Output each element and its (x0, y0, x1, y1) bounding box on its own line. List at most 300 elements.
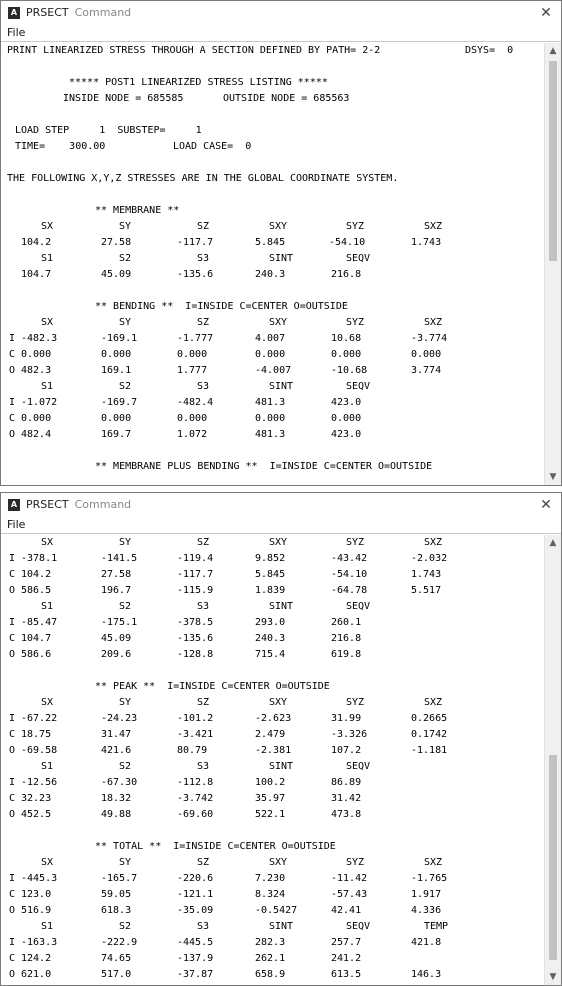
listing-cell: -163.3 (21, 937, 58, 948)
listing-cell: 1.839 (255, 585, 286, 596)
listing-line (1, 711, 544, 727)
listing-cell: I (9, 333, 16, 344)
listing-cell: 282.3 (255, 937, 286, 948)
listing-cell: SXY (269, 317, 288, 328)
listing-cell: -445.3 (21, 873, 58, 884)
listing-cell: -222.9 (101, 937, 138, 948)
listing-cell: SXZ (424, 697, 443, 708)
listing-cell: 8.324 (255, 889, 286, 900)
listing-cell: SYZ (346, 537, 365, 548)
listing-cell: 0.000 (21, 349, 52, 360)
listing-cell: 86.89 (331, 777, 362, 788)
listing-cell: 0.000 (101, 349, 132, 360)
listing-cell: LOAD STEP 1 SUBSTEP= 1 (15, 125, 202, 136)
listing-cell: -137.9 (177, 953, 214, 964)
listing-cell: 216.8 (331, 269, 362, 280)
listing-line (1, 615, 544, 631)
scrollbar-thumb[interactable] (549, 755, 557, 960)
listing-cell: 1.743 (411, 569, 442, 580)
listing-cell: 0.000 (177, 413, 208, 424)
listing-cell: -175.1 (101, 617, 138, 628)
listing-cell: 31.47 (101, 729, 132, 740)
listing-cell: 0.2665 (411, 713, 448, 724)
listing-line (1, 775, 544, 791)
listing-cell: 241.2 (331, 953, 362, 964)
listing-cell: C (9, 569, 16, 580)
app-icon: A (8, 499, 20, 511)
listing-line (1, 219, 544, 235)
listing-cell: 104.7 (21, 633, 52, 644)
listing-cell: 9.852 (255, 553, 286, 564)
scroll-down-arrow-icon[interactable]: ▼ (549, 472, 557, 482)
listing-cell: SINT (269, 253, 294, 264)
output-listing (1, 43, 544, 485)
listing-cell: S2 (119, 921, 132, 932)
listing-cell: 522.1 (255, 809, 286, 820)
window-title-name: PRSECT (26, 498, 69, 511)
listing-cell: SXY (269, 697, 288, 708)
listing-cell: -3.774 (411, 333, 448, 344)
listing-cell: 619.8 (331, 649, 362, 660)
listing-cell: PRINT LINEARIZED STRESS THROUGH A SECTION DEFINED BY PATH= 2-2 (7, 45, 381, 56)
listing-cell: -482.4 (177, 397, 214, 408)
listing-line (1, 59, 544, 75)
listing-cell: SEQV (346, 761, 371, 772)
listing-cell: 0.1742 (411, 729, 448, 740)
listing-cell: 0.000 (255, 349, 286, 360)
listing-cell: 0.000 (411, 349, 442, 360)
listing-cell: -10.68 (331, 365, 368, 376)
listing-cell: 586.6 (21, 649, 52, 660)
listing-cell: -35.09 (177, 905, 214, 916)
listing-cell: -1.181 (411, 745, 448, 756)
listing-cell: S1 (41, 761, 54, 772)
listing-cell: O (9, 809, 16, 820)
listing-cell: S1 (41, 253, 54, 264)
listing-cell: 423.0 (331, 429, 362, 440)
listing-cell: 0.000 (101, 413, 132, 424)
listing-cell: 618.3 (101, 905, 132, 916)
listing-cell: -482.3 (21, 333, 58, 344)
listing-line (1, 631, 544, 647)
listing-cell: O (9, 365, 16, 376)
listing-line (1, 759, 544, 775)
title-bar[interactable] (1, 1, 561, 25)
listing-cell: 5.845 (255, 569, 286, 580)
listing-cell: SYZ (346, 317, 365, 328)
listing-cell: ** PEAK ** I=INSIDE C=CENTER O=OUTSIDE (95, 681, 330, 692)
listing-cell: SY (119, 537, 132, 548)
listing-line (1, 427, 544, 443)
listing-cell: C (9, 953, 16, 964)
listing-cell: 1.917 (411, 889, 442, 900)
listing-cell: I (9, 553, 16, 564)
listing-cell: SINT (269, 921, 294, 932)
listing-line (1, 251, 544, 267)
listing-cell: 715.4 (255, 649, 286, 660)
listing-cell: -2.381 (255, 745, 292, 756)
vertical-scrollbar[interactable] (544, 535, 561, 985)
listing-cell: -135.6 (177, 269, 214, 280)
listing-line (1, 791, 544, 807)
listing-cell: 452.5 (21, 809, 52, 820)
listing-cell: I (9, 937, 16, 948)
listing-line (1, 43, 544, 59)
listing-cell: -11.42 (331, 873, 368, 884)
listing-cell: 209.6 (101, 649, 132, 660)
listing-cell: 423.0 (331, 397, 362, 408)
listing-line (1, 823, 544, 839)
listing-cell: 1.777 (177, 365, 208, 376)
scroll-up-arrow-icon[interactable]: ▲ (549, 538, 557, 548)
listing-cell: 123.0 (21, 889, 52, 900)
listing-cell: 0.000 (255, 413, 286, 424)
prsect-command-window-bottom (0, 492, 562, 986)
listing-cell: 481.3 (255, 429, 286, 440)
listing-cell: 1.743 (411, 237, 442, 248)
listing-cell: 107.2 (331, 745, 362, 756)
listing-cell: 5.845 (255, 237, 286, 248)
listing-cell: SZ (197, 317, 210, 328)
listing-cell: -54.10 (329, 237, 366, 248)
listing-cell: S3 (197, 761, 210, 772)
listing-line (1, 599, 544, 615)
listing-cell: 516.9 (21, 905, 52, 916)
listing-line (1, 283, 544, 299)
window-title (26, 1, 131, 25)
listing-cell: -64.78 (331, 585, 368, 596)
listing-cell: -4.007 (255, 365, 292, 376)
listing-cell: S3 (197, 253, 210, 264)
listing-cell: -169.7 (101, 397, 138, 408)
listing-cell: SY (119, 697, 132, 708)
listing-cell: 31.99 (331, 713, 362, 724)
listing-cell: 1.072 (177, 429, 208, 440)
listing-cell: SINT (269, 601, 294, 612)
listing-cell: -1.072 (21, 397, 58, 408)
listing-cell: -1.765 (411, 873, 448, 884)
listing-cell: 18.75 (21, 729, 52, 740)
listing-cell: -117.7 (177, 569, 214, 580)
listing-line (1, 951, 544, 967)
listing-cell: 35.97 (255, 793, 286, 804)
listing-cell: -135.6 (177, 633, 214, 644)
listing-cell: SINT (269, 381, 294, 392)
listing-cell: SXY (269, 537, 288, 548)
listing-cell: 621.0 (21, 969, 52, 980)
listing-line (1, 903, 544, 919)
listing-line (1, 871, 544, 887)
listing-cell: 5.517 (411, 585, 442, 596)
listing-cell: 482.3 (21, 365, 52, 376)
scrollbar-thumb[interactable] (549, 61, 557, 261)
listing-cell: 257.7 (331, 937, 362, 948)
listing-cell: -165.7 (101, 873, 138, 884)
listing-cell: 31.42 (331, 793, 362, 804)
listing-cell: ** MEMBRANE PLUS BENDING ** I=INSIDE C=CENTER O=OUTSIDE (95, 461, 433, 472)
listing-cell: O (9, 745, 16, 756)
listing-cell: 104.2 (21, 237, 52, 248)
listing-cell: -1.777 (177, 333, 214, 344)
listing-cell: 0.000 (21, 413, 52, 424)
listing-cell: I (9, 397, 16, 408)
listing-line (1, 459, 544, 475)
listing-cell: SYZ (346, 857, 365, 868)
listing-cell: -128.8 (177, 649, 214, 660)
listing-cell: SX (41, 537, 54, 548)
listing-cell: TIME= 300.00 (15, 141, 106, 152)
listing-cell: -3.742 (177, 793, 214, 804)
listing-cell: 74.65 (101, 953, 132, 964)
listing-cell: -69.60 (177, 809, 214, 820)
listing-cell: -445.5 (177, 937, 214, 948)
listing-line (1, 315, 544, 331)
listing-cell: -378.5 (177, 617, 214, 628)
listing-cell: -3.421 (177, 729, 214, 740)
listing-line (1, 171, 544, 187)
listing-cell: O (9, 585, 16, 596)
listing-cell: 3.774 (411, 365, 442, 376)
listing-cell: 0.000 (331, 413, 362, 424)
listing-line (1, 395, 544, 411)
listing-line (1, 155, 544, 171)
scroll-up-arrow-icon[interactable]: ▲ (549, 46, 557, 56)
listing-cell: S3 (197, 601, 210, 612)
listing-cell: SEQV (346, 381, 371, 392)
output-listing (1, 535, 544, 985)
listing-cell: -69.58 (21, 745, 58, 756)
listing-cell: -119.4 (177, 553, 214, 564)
listing-cell: 613.5 (331, 969, 362, 980)
listing-cell: -169.1 (101, 333, 138, 344)
listing-cell: 240.3 (255, 269, 286, 280)
listing-line (1, 727, 544, 743)
listing-cell: O (9, 969, 16, 980)
listing-cell: 4.336 (411, 905, 442, 916)
listing-cell: SZ (197, 221, 210, 232)
window-title (26, 493, 131, 517)
listing-cell: -101.2 (177, 713, 214, 724)
listing-cell: 42.41 (331, 905, 362, 916)
listing-line (1, 379, 544, 395)
menu-file[interactable]: File (7, 518, 26, 531)
listing-cell: SXY (269, 221, 288, 232)
window-title-subtitle: Command (74, 6, 132, 19)
listing-cell: S1 (41, 601, 54, 612)
listing-cell: I (9, 873, 16, 884)
listing-line (1, 935, 544, 951)
listing-line (1, 583, 544, 599)
listing-cell: DSYS= 0 (465, 45, 514, 56)
close-icon[interactable]: ✕ (540, 5, 552, 21)
listing-cell: 421.6 (101, 745, 132, 756)
listing-cell: ***** POST1 LINEARIZED STRESS LISTING ***** (69, 77, 328, 88)
listing-cell: -2.032 (411, 553, 448, 564)
listing-line (1, 567, 544, 583)
listing-cell: 586.5 (21, 585, 52, 596)
app-icon: A (8, 7, 20, 19)
listing-cell: 59.05 (101, 889, 132, 900)
listing-cell: -220.6 (177, 873, 214, 884)
listing-cell: SXZ (424, 857, 443, 868)
listing-line (1, 535, 544, 551)
listing-cell: -12.56 (21, 777, 58, 788)
listing-cell: SEQV (346, 601, 371, 612)
listing-cell: SXZ (424, 537, 443, 548)
listing-cell: C (9, 413, 16, 424)
listing-cell: -85.47 (21, 617, 58, 628)
menu-bar (1, 517, 561, 534)
listing-cell: -67.30 (101, 777, 138, 788)
listing-cell: 146.3 (411, 969, 442, 980)
listing-cell: SX (41, 221, 54, 232)
listing-cell: INSIDE NODE = 685585 (63, 93, 184, 104)
listing-cell: 32.23 (21, 793, 52, 804)
listing-cell: 0.000 (177, 349, 208, 360)
listing-cell: 4.007 (255, 333, 286, 344)
listing-line (1, 91, 544, 107)
listing-cell: S3 (197, 381, 210, 392)
listing-cell: SX (41, 317, 54, 328)
listing-line (1, 551, 544, 567)
listing-cell: SZ (197, 697, 210, 708)
listing-cell: O (9, 429, 16, 440)
title-bar[interactable] (1, 493, 561, 517)
listing-cell: 124.2 (21, 953, 52, 964)
listing-cell: 100.2 (255, 777, 286, 788)
listing-cell: -115.9 (177, 585, 214, 596)
vertical-scrollbar[interactable] (544, 43, 561, 485)
listing-line (1, 647, 544, 663)
listing-cell: 10.68 (331, 333, 362, 344)
listing-cell: 49.88 (101, 809, 132, 820)
scroll-down-arrow-icon[interactable]: ▼ (549, 972, 557, 982)
listing-cell: 473.8 (331, 809, 362, 820)
listing-line (1, 139, 544, 155)
listing-line (1, 123, 544, 139)
listing-cell: 45.09 (101, 633, 132, 644)
listing-cell: -37.87 (177, 969, 214, 980)
listing-cell: S2 (119, 601, 132, 612)
listing-cell: 240.3 (255, 633, 286, 644)
listing-cell: SEQV (346, 253, 371, 264)
listing-cell: SXZ (424, 221, 443, 232)
listing-cell: -0.5427 (255, 905, 298, 916)
listing-cell: -141.5 (101, 553, 138, 564)
listing-line (1, 331, 544, 347)
listing-cell: S2 (119, 253, 132, 264)
listing-cell: SYZ (346, 221, 365, 232)
listing-line (1, 107, 544, 123)
listing-cell: I (9, 617, 16, 628)
listing-line (1, 203, 544, 219)
listing-cell: 293.0 (255, 617, 286, 628)
listing-cell: 482.4 (21, 429, 52, 440)
menu-file[interactable]: File (7, 26, 26, 39)
listing-cell: ** TOTAL ** I=INSIDE C=CENTER O=OUTSIDE (95, 841, 336, 852)
listing-cell: -378.1 (21, 553, 58, 564)
listing-line (1, 695, 544, 711)
listing-cell: 7.230 (255, 873, 286, 884)
listing-cell: SY (119, 221, 132, 232)
listing-cell: 104.7 (21, 269, 52, 280)
listing-cell: 104.2 (21, 569, 52, 580)
listing-cell: 2.479 (255, 729, 286, 740)
listing-cell: -2.623 (255, 713, 292, 724)
listing-cell: C (9, 793, 16, 804)
listing-cell: 262.1 (255, 953, 286, 964)
listing-line (1, 855, 544, 871)
listing-cell: SYZ (346, 697, 365, 708)
listing-cell: -121.1 (177, 889, 214, 900)
listing-line (1, 743, 544, 759)
listing-cell: 0.000 (331, 349, 362, 360)
listing-cell: O (9, 905, 16, 916)
listing-cell: -54.10 (331, 569, 368, 580)
listing-cell: 27.58 (101, 569, 132, 580)
listing-line (1, 839, 544, 855)
listing-cell: 196.7 (101, 585, 132, 596)
listing-cell: ** MEMBRANE ** (95, 205, 180, 216)
listing-cell: 517.0 (101, 969, 132, 980)
listing-line (1, 967, 544, 983)
listing-cell: S3 (197, 921, 210, 932)
listing-line (1, 443, 544, 459)
listing-cell: -67.22 (21, 713, 58, 724)
listing-line (1, 267, 544, 283)
listing-cell: 18.32 (101, 793, 132, 804)
listing-cell: S1 (41, 921, 54, 932)
prsect-command-window-top (0, 0, 562, 486)
listing-cell: OUTSIDE NODE = 685563 (223, 93, 350, 104)
listing-cell: S2 (119, 381, 132, 392)
listing-cell: 260.1 (331, 617, 362, 628)
close-icon[interactable]: ✕ (540, 497, 552, 513)
listing-cell: -57.43 (331, 889, 368, 900)
listing-cell: SZ (197, 857, 210, 868)
listing-cell: S1 (41, 381, 54, 392)
listing-line (1, 663, 544, 679)
listing-cell: 45.09 (101, 269, 132, 280)
listing-cell: 216.8 (331, 633, 362, 644)
listing-cell: O (9, 649, 16, 660)
listing-cell: C (9, 633, 16, 644)
listing-cell: -43.42 (331, 553, 368, 564)
listing-cell: C (9, 729, 16, 740)
listing-cell: S2 (119, 761, 132, 772)
listing-cell: TEMP (424, 921, 449, 932)
listing-cell: SEQV (346, 921, 371, 932)
listing-cell: SY (119, 317, 132, 328)
listing-cell: 169.1 (101, 365, 132, 376)
menu-bar (1, 25, 561, 42)
listing-line (1, 347, 544, 363)
listing-cell: SX (41, 857, 54, 868)
listing-cell: 169.7 (101, 429, 132, 440)
window-title-subtitle: Command (74, 498, 132, 511)
listing-cell: 421.8 (411, 937, 442, 948)
listing-cell: 80.79 (177, 745, 208, 756)
listing-cell: 27.58 (101, 237, 132, 248)
listing-cell: SX (41, 697, 54, 708)
listing-cell: SY (119, 857, 132, 868)
window-title-name: PRSECT (26, 6, 69, 19)
listing-cell: I (9, 777, 16, 788)
listing-line (1, 807, 544, 823)
listing-line (1, 75, 544, 91)
listing-cell: C (9, 349, 16, 360)
listing-cell: SXZ (424, 317, 443, 328)
